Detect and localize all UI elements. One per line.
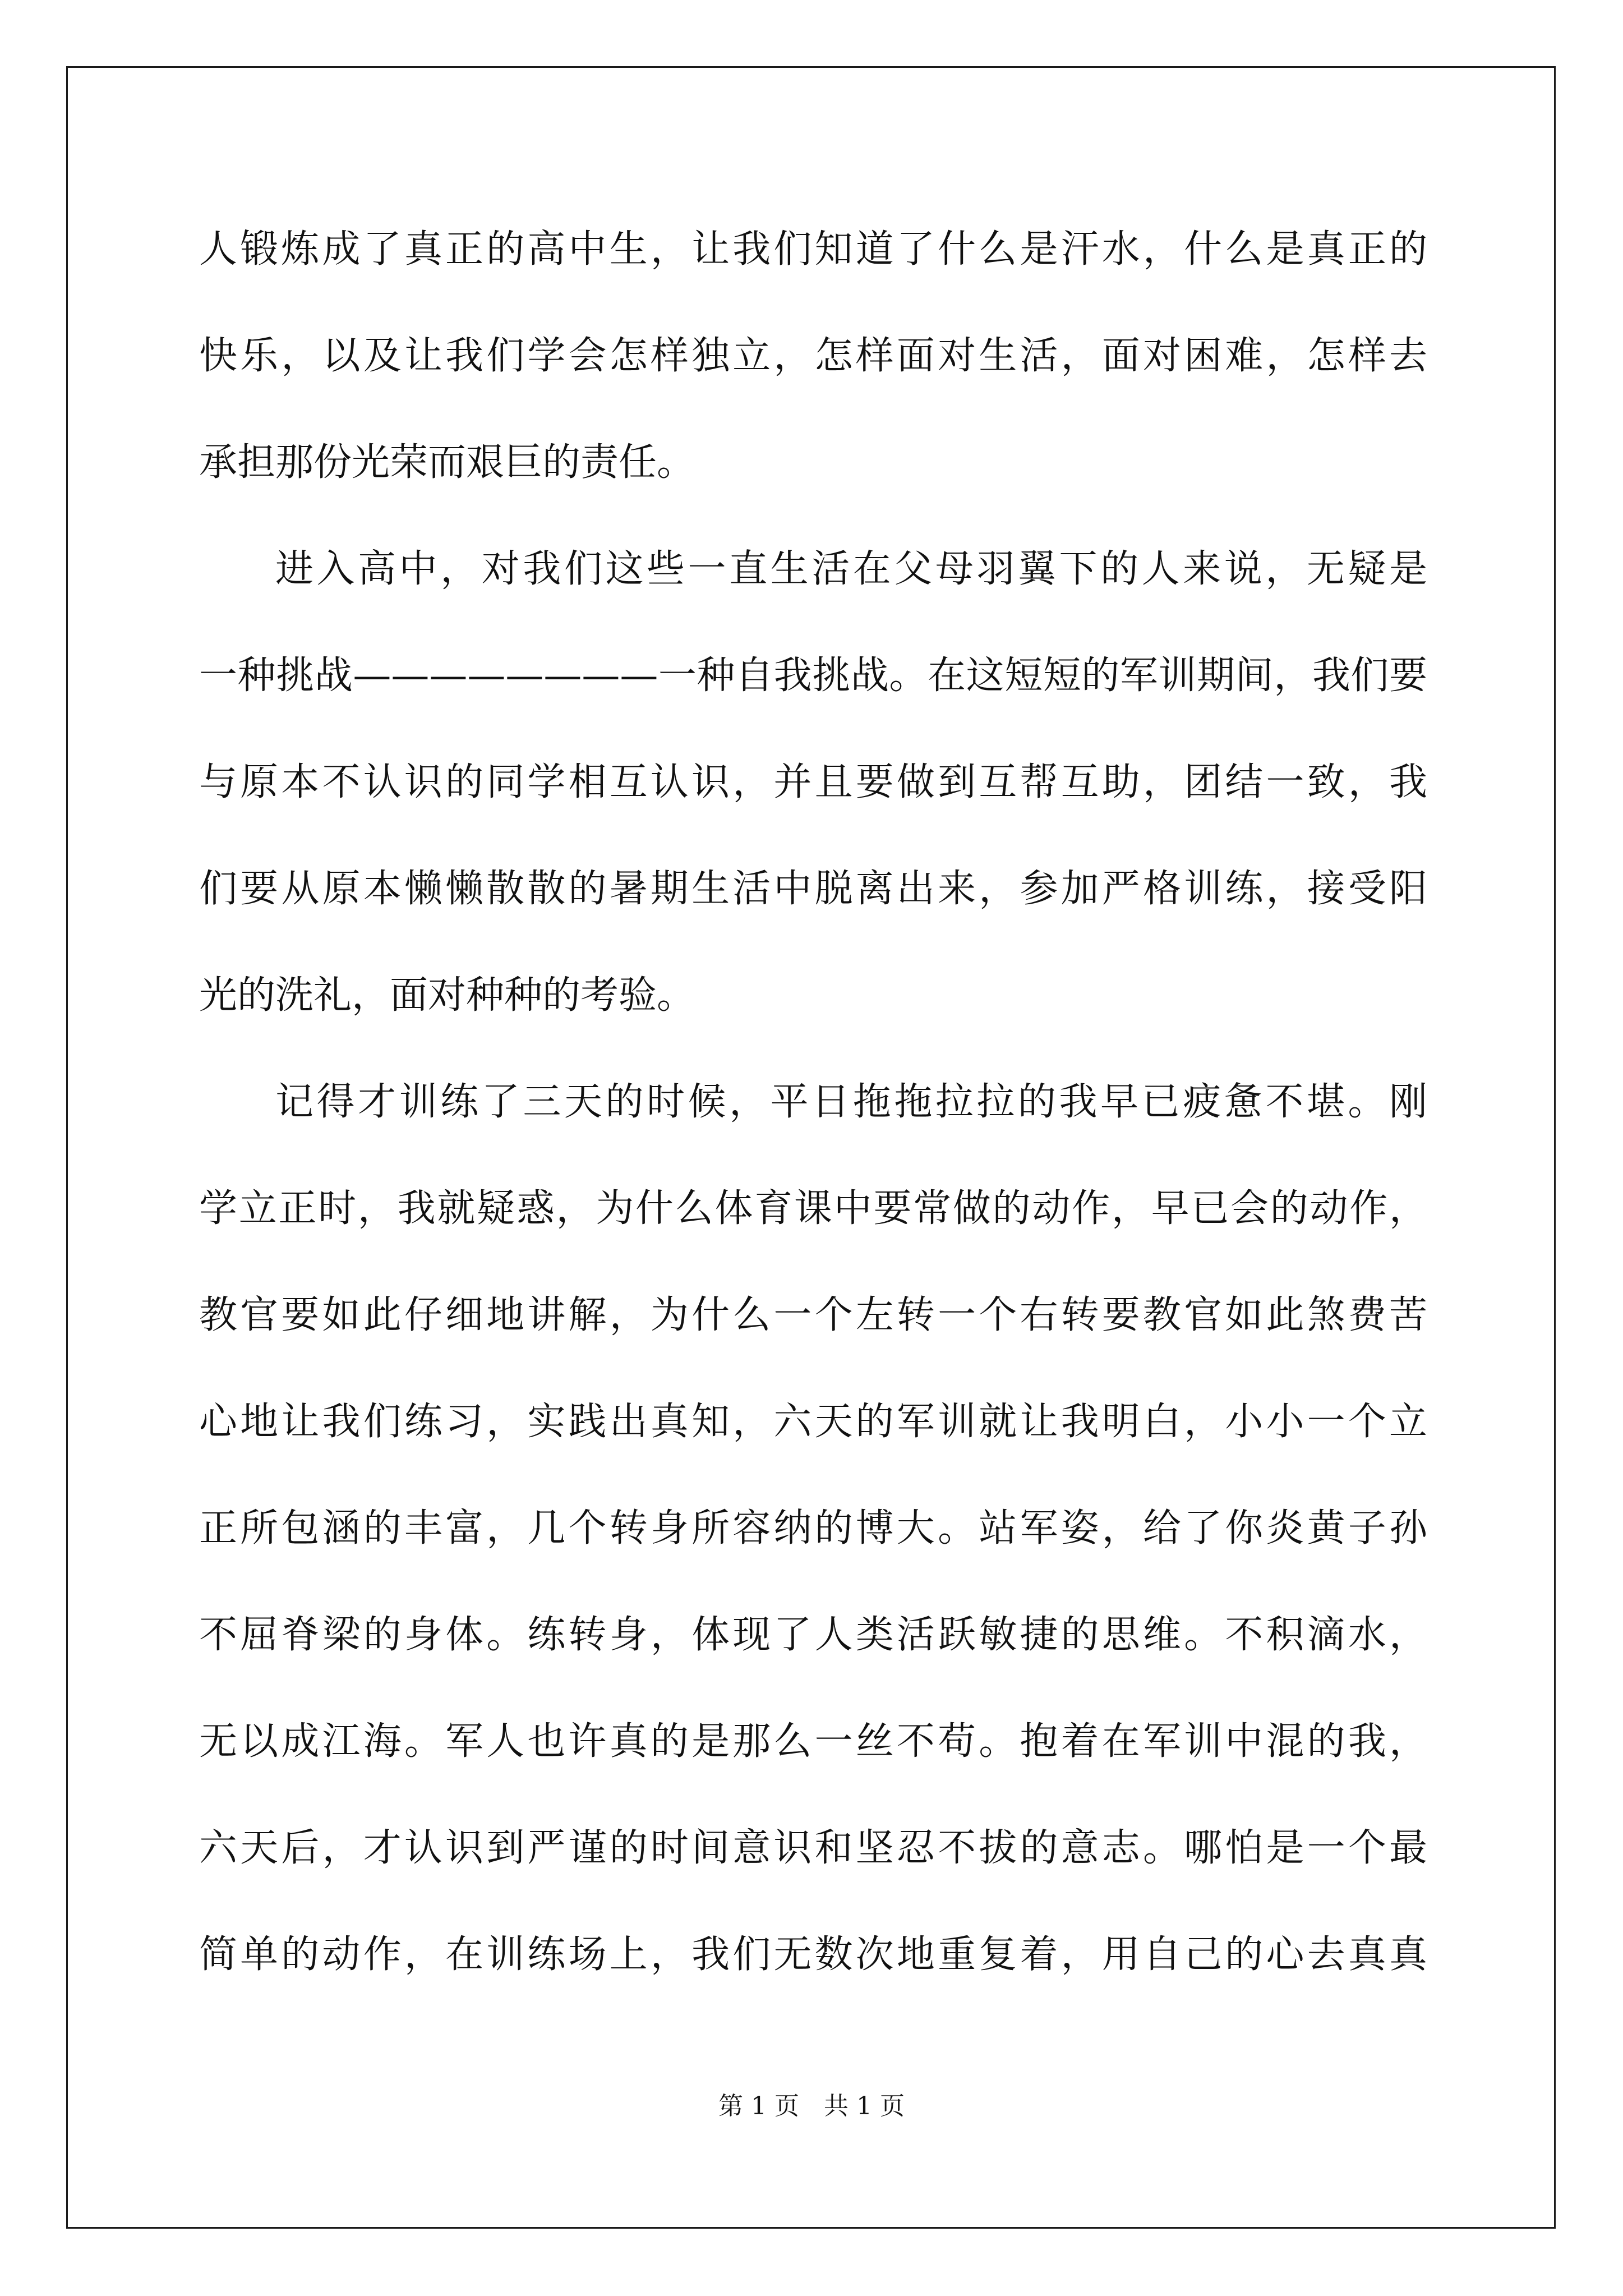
text-line: 教官要如此仔细地讲解，为什么一个左转一个右转要教官如此煞费苦 <box>199 1293 1427 1337</box>
text-line: 人锻炼成了真正的高中生，让我们知道了什么是汗水，什么是真正的 <box>199 227 1427 272</box>
text-line: 记得才训练了三天的时候，平日拖拖拉拉的我早已疲惫不堪。刚 <box>275 1080 1427 1124</box>
text-line: 学立正时，我就疑惑，为什么体育课中要常做的动作，早已会的动作， <box>199 1186 1427 1231</box>
text-line: 心地让我们练习，实践出真知，六天的军训就让我明白，小小一个立 <box>199 1400 1427 1444</box>
text-line: 们要从原本懒懒散散的暑期生活中脱离出来，参加严格训练，接受阳 <box>199 867 1427 911</box>
text-line: 正所包涵的丰富，几个转身所容纳的博大。站军姿，给了你炎黄子孙 <box>199 1506 1427 1550</box>
text-line: 不屈脊梁的身体。练转身，体现了人类活跃敏捷的思维。不积滴水， <box>199 1613 1427 1657</box>
text-line: 简单的动作，在训练场上，我们无数次地重复着，用自己的心去真真 <box>199 1932 1427 1977</box>
text-line: 快乐，以及让我们学会怎样独立，怎样面对生活，面对困难，怎样去 <box>199 334 1427 378</box>
text-line: 与原本不认识的同学相互认识，并且要做到互帮互助，团结一致，我 <box>199 760 1427 804</box>
text-line: 承担那份光荣而艰巨的责任。 <box>199 440 695 485</box>
text-line: 一种挑战————————一种自我挑战。在这短短的军训期间，我们要 <box>199 654 1427 698</box>
text-line: 进入高中，对我们这些一直生活在父母羽翼下的人来说，无疑是 <box>275 547 1427 591</box>
text-line: 光的洗礼，面对种种的考验。 <box>199 973 695 1018</box>
page-number-footer: 第 1 页 共 1 页 <box>718 2092 905 2120</box>
text-line: 六天后，才认识到严谨的时间意识和坚忍不拔的意志。哪怕是一个最 <box>199 1826 1427 1870</box>
text-line: 无以成江海。军人也许真的是那么一丝不苟。抱着在军训中混的我， <box>199 1719 1427 1764</box>
document-body <box>199 196 1427 2008</box>
